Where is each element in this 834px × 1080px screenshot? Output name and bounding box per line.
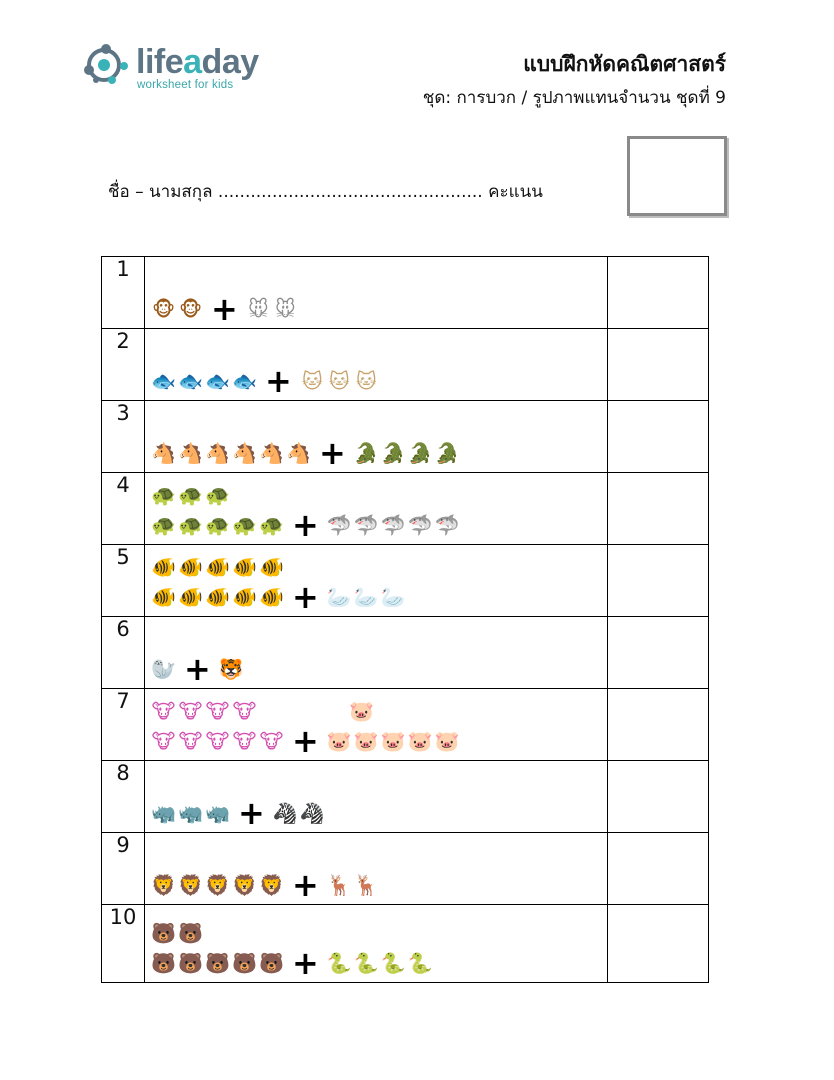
donkey-icon: 🐴 — [151, 441, 176, 465]
brand-name: lifeaday — [136, 43, 259, 81]
problem-cell — [145, 257, 608, 329]
worksheet-subtitle: ชุด: การบวก / รูปภาพแทนจำนวน ชุดที่ 9 — [422, 88, 726, 108]
donkey-icon: 🐴 — [178, 441, 203, 465]
turtle-icon: 🐢 — [259, 513, 284, 537]
bear-icon: 🐻 — [205, 951, 230, 975]
brand-tagline: worksheet for kids — [137, 79, 234, 91]
goldfish-icon: 🐠 — [205, 555, 230, 579]
plus-sign: + — [292, 722, 319, 760]
problem-number: 9 — [102, 833, 145, 905]
goldfish-icon: 🐠 — [205, 585, 230, 609]
lucky-cat-icon: 🐱 — [355, 369, 377, 393]
picture-row-bottom — [151, 794, 601, 832]
problem-row — [102, 617, 709, 689]
shark-icon: 🦈 — [353, 513, 379, 537]
problem-cell — [145, 833, 608, 905]
problem-cell — [145, 329, 608, 401]
snake-icon: 🐍 — [407, 951, 433, 975]
problem-row — [102, 329, 709, 401]
plus-sign: + — [292, 578, 319, 616]
cow-icon: 🐮 — [232, 699, 257, 723]
plus-sign: + — [184, 650, 211, 688]
goldfish-icon: 🐠 — [151, 555, 176, 579]
problem-row — [102, 473, 709, 545]
problem-row — [102, 905, 709, 983]
deer-icon: 🦌 — [353, 873, 379, 897]
problem-table — [101, 256, 709, 983]
goldfish-icon: 🐠 — [151, 585, 176, 609]
cow-icon: 🐮 — [151, 729, 176, 753]
cow-icon: 🐮 — [205, 699, 230, 723]
logo-molecule-icon — [82, 40, 132, 90]
lion-icon: 🦁 — [259, 873, 284, 897]
problem-row — [102, 401, 709, 473]
tiger-icon: 🐯 — [218, 657, 244, 681]
goldfish-icon: 🐠 — [232, 555, 257, 579]
goose-icon: 🦢 — [380, 585, 406, 609]
pig-icon: 🐷 — [326, 729, 352, 753]
goose-icon: 🦢 — [326, 585, 352, 609]
crocodile-icon: 🐊 — [407, 441, 433, 465]
problem-cell — [145, 473, 608, 545]
snake-icon: 🐍 — [380, 951, 406, 975]
problem-number: 3 — [102, 401, 145, 473]
problem-row — [102, 257, 709, 329]
problem-row — [102, 545, 709, 617]
problem-number: 2 — [102, 329, 145, 401]
lion-icon: 🦁 — [151, 873, 176, 897]
lucky-cat-icon: 🐱 — [301, 369, 323, 393]
turtle-icon: 🐢 — [178, 513, 203, 537]
problem-cell — [145, 545, 608, 617]
turtle-icon: 🐢 — [232, 513, 257, 537]
fish-icon: 🐟 — [232, 369, 257, 393]
problem-number: 6 — [102, 617, 145, 689]
plus-sign: + — [265, 362, 292, 400]
answer-cell[interactable] — [608, 905, 709, 983]
problem-cell — [145, 905, 608, 983]
picture-row-bottom — [151, 866, 601, 904]
shark-icon: 🦈 — [434, 513, 460, 537]
picture-row-top — [151, 696, 601, 726]
rhino-icon: 🦏 — [151, 801, 176, 825]
pig-icon: 🐷 — [380, 729, 406, 753]
goldfish-icon: 🐠 — [178, 585, 203, 609]
cow-icon: 🐮 — [205, 729, 230, 753]
problem-number: 1 — [102, 257, 145, 329]
crocodile-icon: 🐊 — [434, 441, 460, 465]
problem-number: 4 — [102, 473, 145, 545]
turtle-icon: 🐢 — [205, 483, 230, 507]
pig-icon: 🐷 — [349, 699, 374, 723]
goldfish-icon: 🐠 — [259, 555, 284, 579]
score-box[interactable] — [627, 136, 727, 216]
cow-icon: 🐮 — [151, 699, 176, 723]
fish-icon: 🐟 — [205, 369, 230, 393]
rhino-icon: 🦏 — [178, 801, 203, 825]
problem-row — [102, 761, 709, 833]
bear-icon: 🐻 — [151, 921, 176, 945]
picture-row-bottom — [151, 362, 601, 400]
goldfish-icon: 🐠 — [259, 585, 284, 609]
brand-logo — [82, 40, 282, 96]
plus-sign: + — [292, 506, 319, 544]
shark-icon: 🦈 — [326, 513, 352, 537]
bear-icon: 🐻 — [259, 951, 284, 975]
mouse-icon: 🐭 — [274, 297, 296, 321]
bear-icon: 🐻 — [151, 951, 176, 975]
picture-row-bottom — [151, 290, 601, 328]
answer-cell[interactable] — [608, 257, 709, 329]
problem-cell — [145, 401, 608, 473]
snake-icon: 🐍 — [353, 951, 379, 975]
problem-cell — [145, 689, 608, 761]
lion-icon: 🦁 — [205, 873, 230, 897]
crocodile-icon: 🐊 — [380, 441, 406, 465]
picture-row-bottom — [151, 944, 601, 982]
picture-row-bottom — [151, 650, 601, 688]
snake-icon: 🐍 — [326, 951, 352, 975]
monkey-icon: 🐵 — [151, 297, 176, 321]
cow-icon: 🐮 — [178, 699, 203, 723]
worksheet-title: แบบฝึกหัดคณิตศาสตร์ — [523, 52, 726, 76]
answer-cell[interactable] — [608, 761, 709, 833]
plus-sign: + — [319, 434, 346, 472]
pig-icon: 🐷 — [353, 729, 379, 753]
picture-row-bottom — [151, 434, 601, 472]
cow-icon: 🐮 — [259, 729, 284, 753]
lion-icon: 🦁 — [232, 873, 257, 897]
picture-row-bottom — [151, 506, 601, 544]
mouse-icon: 🐭 — [247, 297, 269, 321]
bear-icon: 🐻 — [232, 951, 257, 975]
donkey-icon: 🐴 — [259, 441, 284, 465]
bear-icon: 🐻 — [178, 921, 203, 945]
picture-row-bottom — [151, 578, 601, 616]
turtle-icon: 🐢 — [205, 513, 230, 537]
donkey-icon: 🐴 — [286, 441, 311, 465]
plus-sign: + — [292, 866, 319, 904]
answer-cell[interactable] — [608, 329, 709, 401]
answer-cell[interactable] — [608, 401, 709, 473]
cow-icon: 🐮 — [232, 729, 257, 753]
answer-cell[interactable] — [608, 617, 709, 689]
cow-icon: 🐮 — [178, 729, 203, 753]
donkey-icon: 🐴 — [205, 441, 230, 465]
plus-sign: + — [292, 944, 319, 982]
lucky-cat-icon: 🐱 — [328, 369, 350, 393]
plus-sign: + — [211, 290, 238, 328]
walrus-icon: 🦭 — [151, 657, 176, 681]
problem-row — [102, 833, 709, 905]
answer-cell[interactable] — [608, 833, 709, 905]
monkey-icon: 🐵 — [178, 297, 203, 321]
turtle-icon: 🐢 — [151, 513, 176, 537]
problem-cell — [145, 617, 608, 689]
plus-sign: + — [238, 794, 265, 832]
answer-cell[interactable] — [608, 545, 709, 617]
turtle-icon: 🐢 — [178, 483, 203, 507]
problem-number: 5 — [102, 545, 145, 617]
crocodile-icon: 🐊 — [353, 441, 379, 465]
deer-icon: 🦌 — [326, 873, 352, 897]
picture-row-top — [151, 552, 601, 582]
picture-row-top — [151, 918, 601, 948]
problem-number: 10 — [102, 905, 145, 983]
picture-row-bottom — [151, 722, 601, 760]
pig-icon: 🐷 — [407, 729, 433, 753]
shark-icon: 🦈 — [407, 513, 433, 537]
pig-icon: 🐷 — [434, 729, 460, 753]
fish-icon: 🐟 — [178, 369, 203, 393]
answer-cell[interactable] — [608, 689, 709, 761]
answer-cell[interactable] — [608, 473, 709, 545]
rhino-icon: 🦏 — [205, 801, 230, 825]
lion-icon: 🦁 — [178, 873, 203, 897]
name-line: ชื่อ – นามสกุล ................................................. คะแนน — [108, 182, 543, 202]
problem-cell — [145, 761, 608, 833]
problem-number: 7 — [102, 689, 145, 761]
goldfish-icon: 🐠 — [178, 555, 203, 579]
bear-icon: 🐻 — [178, 951, 203, 975]
goldfish-icon: 🐠 — [232, 585, 257, 609]
shark-icon: 🦈 — [380, 513, 406, 537]
zebra-icon: 🦓 — [272, 801, 298, 825]
goose-icon: 🦢 — [353, 585, 379, 609]
fish-icon: 🐟 — [151, 369, 176, 393]
turtle-icon: 🐢 — [151, 483, 176, 507]
problem-row — [102, 689, 709, 761]
picture-row-top — [151, 480, 601, 510]
zebra-icon: 🦓 — [299, 801, 325, 825]
problem-number: 8 — [102, 761, 145, 833]
donkey-icon: 🐴 — [232, 441, 257, 465]
